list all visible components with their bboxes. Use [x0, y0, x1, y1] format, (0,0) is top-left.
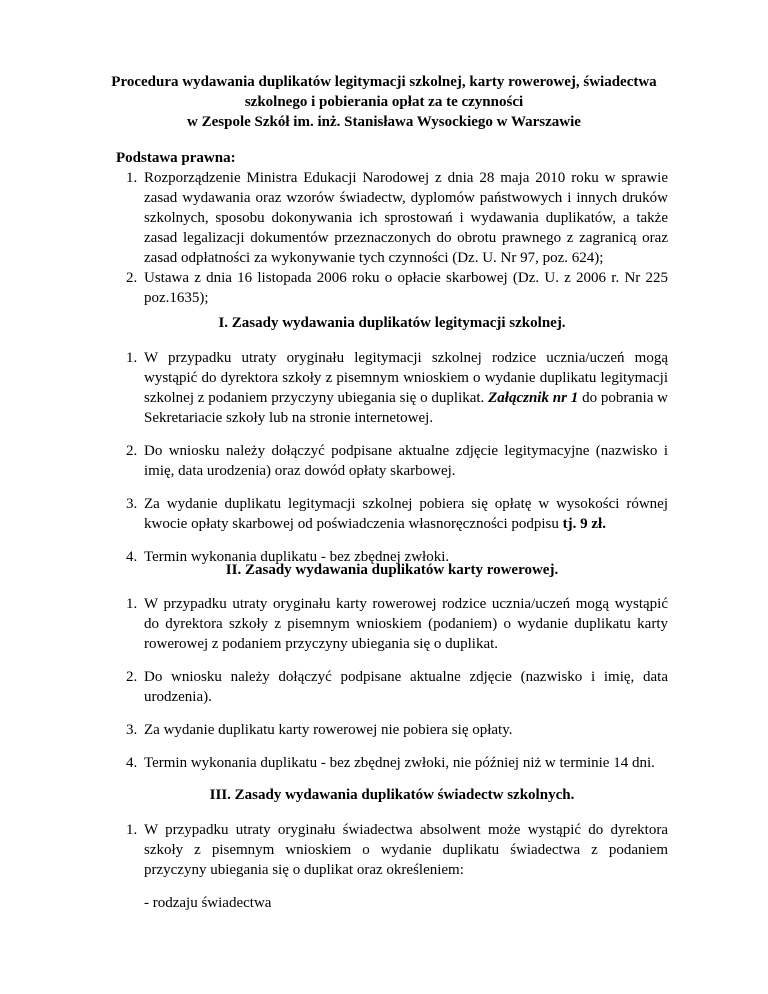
- item-text: W przypadku utraty oryginału legitymacji szkolnej rodzice ucznia/uczeń mogą wystąpić do dyrektora szkoły z pisemnym wnioskiem o wydanie duplikatu legitymacji szkolnej z podaniem przyczyny ubiegania się o duplikat.: [144, 350, 668, 406]
- section-1-item: [116, 494, 668, 534]
- item-number: 1.: [126, 350, 138, 366]
- item-text: do pobrania w Sekretariacie szkoły lub na stronie internetowej.: [144, 390, 669, 426]
- item-number: 1.: [126, 822, 138, 838]
- title-line-1: Procedura wydawania duplikatów legitymacji szkolnej, karty rowerowej, świadectwa: [111, 74, 657, 90]
- section-2-list: [116, 594, 668, 786]
- item-number: 1.: [126, 596, 138, 612]
- section-1-heading: I. Zasady wydawania duplikatów legitymacji szkolnej.: [218, 315, 566, 331]
- section-3-list: [116, 820, 668, 926]
- section-1-list: [116, 348, 668, 580]
- fee-amount: tj. 9 zł.: [562, 516, 606, 532]
- item-text: Termin wykonania duplikatu - bez zbędnej zwłoki, nie później niż w terminie 14 dni.: [144, 755, 655, 771]
- section-2-item: [116, 720, 668, 740]
- item-text: W przypadku utraty oryginału świadectwa absolwent może wystąpić do dyrektora szkoły z pisemnym wnioskiem o wydanie duplikatu świadectwa z podaniem przyczyny ubiegania się o duplikat oraz określeniem:: [144, 822, 668, 878]
- item-number: 3.: [126, 722, 138, 738]
- item-text: Za wydanie duplikatu karty rowerowej nie pobiera się opłaty.: [144, 722, 513, 738]
- item-text: Do wniosku należy dołączyć podpisane aktualne zdjęcie (nazwisko i imię, data urodzenia).: [144, 669, 668, 705]
- legal-basis-heading: Podstawa prawna:: [116, 150, 236, 166]
- item-text: Do wniosku należy dołączyć podpisane aktualne zdjęcie legitymacyjne (nazwisko i imię, data urodzenia) oraz dowód opłaty skarbowej.: [144, 443, 668, 479]
- item-number: 2.: [126, 270, 138, 286]
- item-text: Za wydanie duplikatu legitymacji szkolnej pobiera się opłatę w wysokości równej kwocie opłaty skarbowej od poświadczenia własnoręczności podpisu: [144, 496, 668, 532]
- item-text: W przypadku utraty oryginału karty rowerowej rodzice ucznia/uczeń mogą wystąpić do dyrektora szkoły z pisemnym wnioskiem (podaniem) o wydanie duplikatu karty rowerowej z podaniem przyczyny ubiegania się o duplikat.: [144, 596, 668, 652]
- legal-basis-item: [116, 268, 668, 308]
- item-number: 2.: [126, 669, 138, 685]
- section-1-item: [116, 441, 668, 481]
- item-number: 4.: [126, 755, 138, 771]
- section-2-item: [116, 753, 668, 773]
- item-text: Ustawa z dnia 16 listopada 2006 roku o opłacie skarbowej (Dz. U. z 2006 r. Nr 225 poz.1635);: [144, 270, 668, 306]
- section-2-item: [116, 667, 668, 707]
- item-text: Rozporządzenie Ministra Edukacji Narodowej z dnia 28 maja 2010 roku w sprawie zasad wydawania oraz wzorów świadectw, dyplomów państwowych i innych druków szkolnych, sposobu dokonywania ich sprostowań i wydawania duplikatów, a także zasad legalizacji dokumentów przeznaczonych do obrotu prawnego z zagranicą oraz zasad odpłatności za wykonywanie tych czynności (Dz. U. Nr 97, poz. 624);: [144, 170, 668, 266]
- attachment-reference: Załącznik nr 1: [488, 390, 579, 406]
- section-2-heading: II. Zasady wydawania duplikatów karty rowerowej.: [225, 562, 559, 578]
- item-text: Termin wykonania duplikatu - bez zbędnej zwłoki.: [144, 549, 450, 565]
- section-1-item: [116, 348, 668, 428]
- title-line-2: szkolnego i pobierania opłat za te czynności: [244, 94, 524, 110]
- section-2-item: [116, 594, 668, 654]
- title-line-3: w Zespole Szkół im. inż. Stanisława Wysockiego w Warszawie: [187, 114, 581, 130]
- item-number: 3.: [126, 496, 138, 512]
- sub-item: - rodzaju świadectwa: [144, 895, 272, 911]
- section-3-heading: III. Zasady wydawania duplikatów świadectw szkolnych.: [209, 787, 575, 803]
- legal-basis: [116, 148, 668, 308]
- document-title: [100, 72, 668, 132]
- item-number: 2.: [126, 443, 138, 459]
- section-3-item: [116, 820, 668, 913]
- item-number: 1.: [126, 170, 138, 186]
- legal-basis-item: [116, 168, 668, 268]
- item-number: 4.: [126, 549, 138, 565]
